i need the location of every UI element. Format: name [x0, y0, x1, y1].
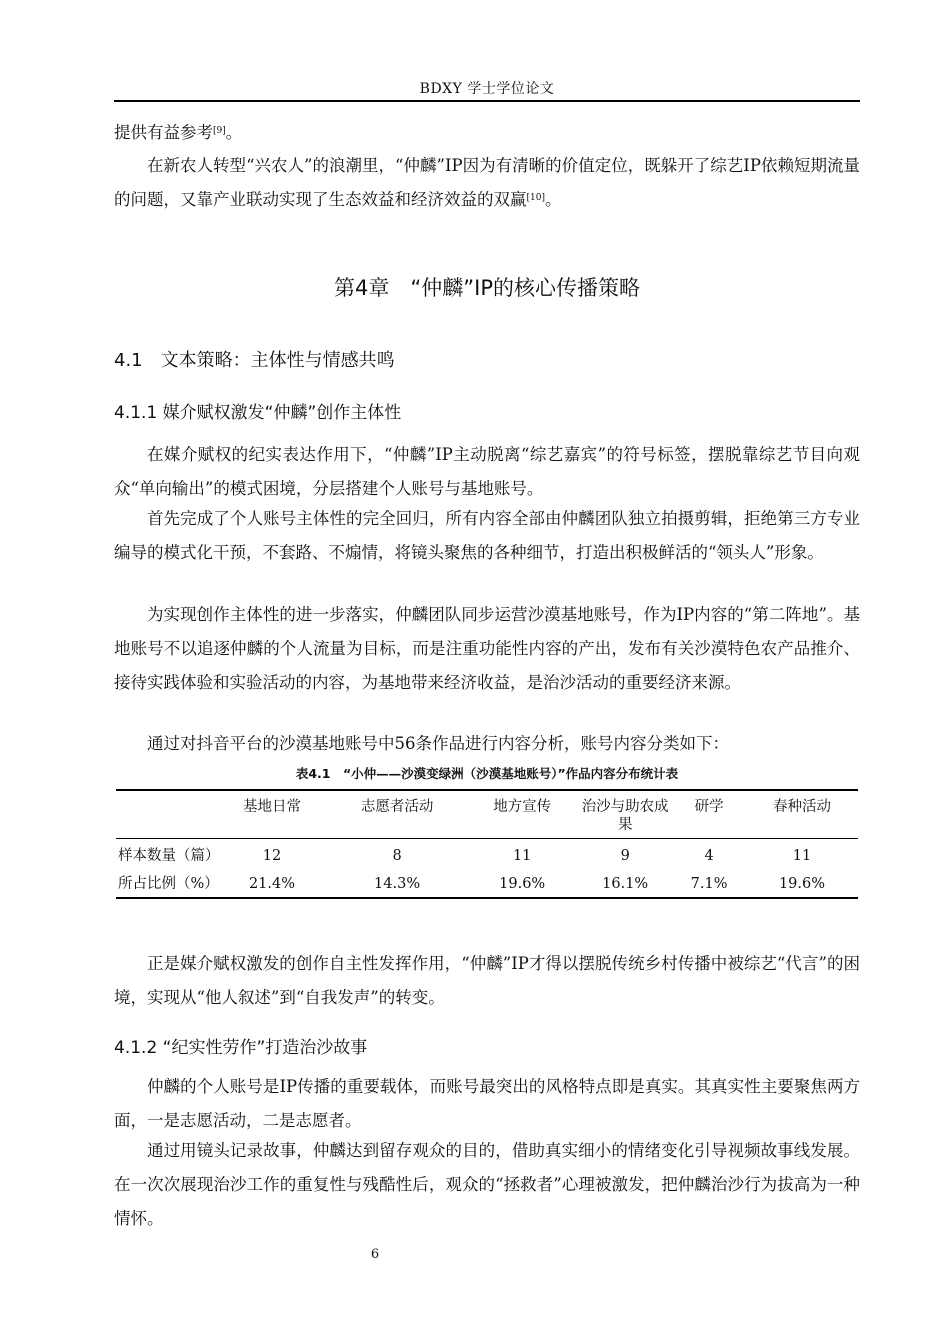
- section-4-1-2-paragraph-1: 仲麟的个人账号是IP传播的重要载体，而账号最突出的风格特点即是真实。其真实性主要聚焦两方面，一是志愿活动，二是志愿者。: [114, 1077, 860, 1130]
- table-cell: 21.4%: [248, 876, 296, 892]
- intro-p2-end: 。: [544, 190, 562, 209]
- table-row-label: 样本数量（篇）: [118, 848, 220, 864]
- table-caption: 表4.1 “小仲——沙漠变绿洲（沙漠基地账号）”作品内容分布统计表: [295, 766, 679, 781]
- section-4-1-1-paragraph-2: 首先完成了个人账号主体性的完全回归，所有内容全部由仲麟团队独立拍摄剪辑，拒绝第三方专业编导的模式化干预，不套路、不煽情，将镜头聚焦的各种细节，打造出积极鲜活的“领头人”形象。: [114, 509, 860, 562]
- header-rule: [114, 100, 860, 102]
- table-cell: 4: [704, 848, 714, 864]
- table-row-label: 所占比例（%）: [118, 876, 219, 892]
- table-column-header: 研学: [694, 799, 724, 815]
- table-column-header: 基地日常: [243, 799, 301, 815]
- citation-10: [10]: [526, 193, 545, 203]
- table-cell: 16.1%: [602, 876, 649, 892]
- table-cell: 9: [620, 848, 630, 864]
- table-cell: 19.6%: [778, 876, 826, 892]
- section-4-1-1-title: 4.1.1 媒介赋权激发“仲麟”创作主体性: [114, 403, 402, 423]
- section-4-1-1-paragraph-4: 通过对抖音平台的沙漠基地账号中56条作品进行内容分析，账号内容分类如下：: [147, 734, 729, 753]
- table-column-header: 治沙与助农成果: [581, 799, 669, 833]
- table-row: [116, 869, 858, 898]
- table-cell: 8: [392, 848, 402, 864]
- table-cell: 11: [792, 848, 812, 864]
- section-4-1-title: 4.1 文本策略：主体性与情感共鸣: [114, 350, 395, 371]
- table-corner-cell: [116, 790, 216, 839]
- content-distribution-table: [116, 789, 858, 899]
- intro-p1-text: 提供有益参考: [114, 123, 213, 142]
- citation-9: [9]: [213, 126, 226, 136]
- intro-p1-end: 。: [225, 123, 243, 142]
- table-cell: 12: [262, 848, 282, 864]
- section-4-1-2-paragraph-2: 通过用镜头记录故事，仲麟达到留存观众的目的，借助真实细小的情绪变化引导视频故事线发展。在一次次展现治沙工作的重复性与残酷性后，观众的“拯救者”心理被激发，把仲麟治沙行为拔高为一种情怀。: [114, 1141, 860, 1228]
- intro-paragraph-1: [114, 116, 860, 150]
- table-row: [116, 839, 858, 870]
- table-column-header: 志愿者活动: [360, 799, 434, 815]
- table-cell: 14.3%: [374, 876, 421, 892]
- intro-p2-text: 在新农人转型“兴农人”的浪潮里，“仲麟”IP因为有清晰的价值定位，既躲开了综艺IP依赖短期流量的问题，又靠产业联动实现了生态效益和经济效益的双赢: [114, 156, 860, 209]
- table-column-header: 春种活动: [772, 799, 831, 815]
- table-column-header: 地方宣传: [493, 799, 552, 815]
- page-number: 6: [370, 1247, 380, 1262]
- chapter-title: 第4章 “仲麟”IP的核心传播策略: [334, 276, 640, 300]
- section-4-1-1-paragraph-1: 在媒介赋权的纪实表达作用下，“仲麟”IP主动脱离“综艺嘉宾”的符号标签，摆脱靠综艺节目向观众“单向输出”的模式困境，分层搭建个人账号与基地账号。: [114, 445, 860, 498]
- table-cell: 7.1%: [690, 876, 728, 892]
- page-header: BDXY 学士学位论文: [419, 81, 555, 97]
- intro-paragraph-2: [114, 149, 860, 217]
- section-4-1-1-paragraph-5: 正是媒介赋权激发的创作自主性发挥作用，“仲麟”IP才得以摆脱传统乡村传播中被综艺“代言”的困境，实现从“他人叙述”到“自我发声”的转变。: [114, 954, 860, 1007]
- section-4-1-1-paragraph-3: 为实现创作主体性的进一步落实，仲麟团队同步运营沙漠基地账号，作为IP内容的“第二阵地”。基地账号不以追逐仲麟的个人流量为目标，而是注重功能性内容的产出，发布有关沙漠特色农产品推介、接待实践体验和实验活动的内容，为基地带来经济收益，是治沙活动的重要经济来源。: [114, 605, 860, 692]
- table-header-row: [116, 790, 858, 839]
- table-cell: 19.6%: [499, 876, 546, 892]
- table-cell: 11: [512, 848, 532, 864]
- section-4-1-2-title: 4.1.2 “纪实性劳作”打造治沙故事: [114, 1038, 368, 1058]
